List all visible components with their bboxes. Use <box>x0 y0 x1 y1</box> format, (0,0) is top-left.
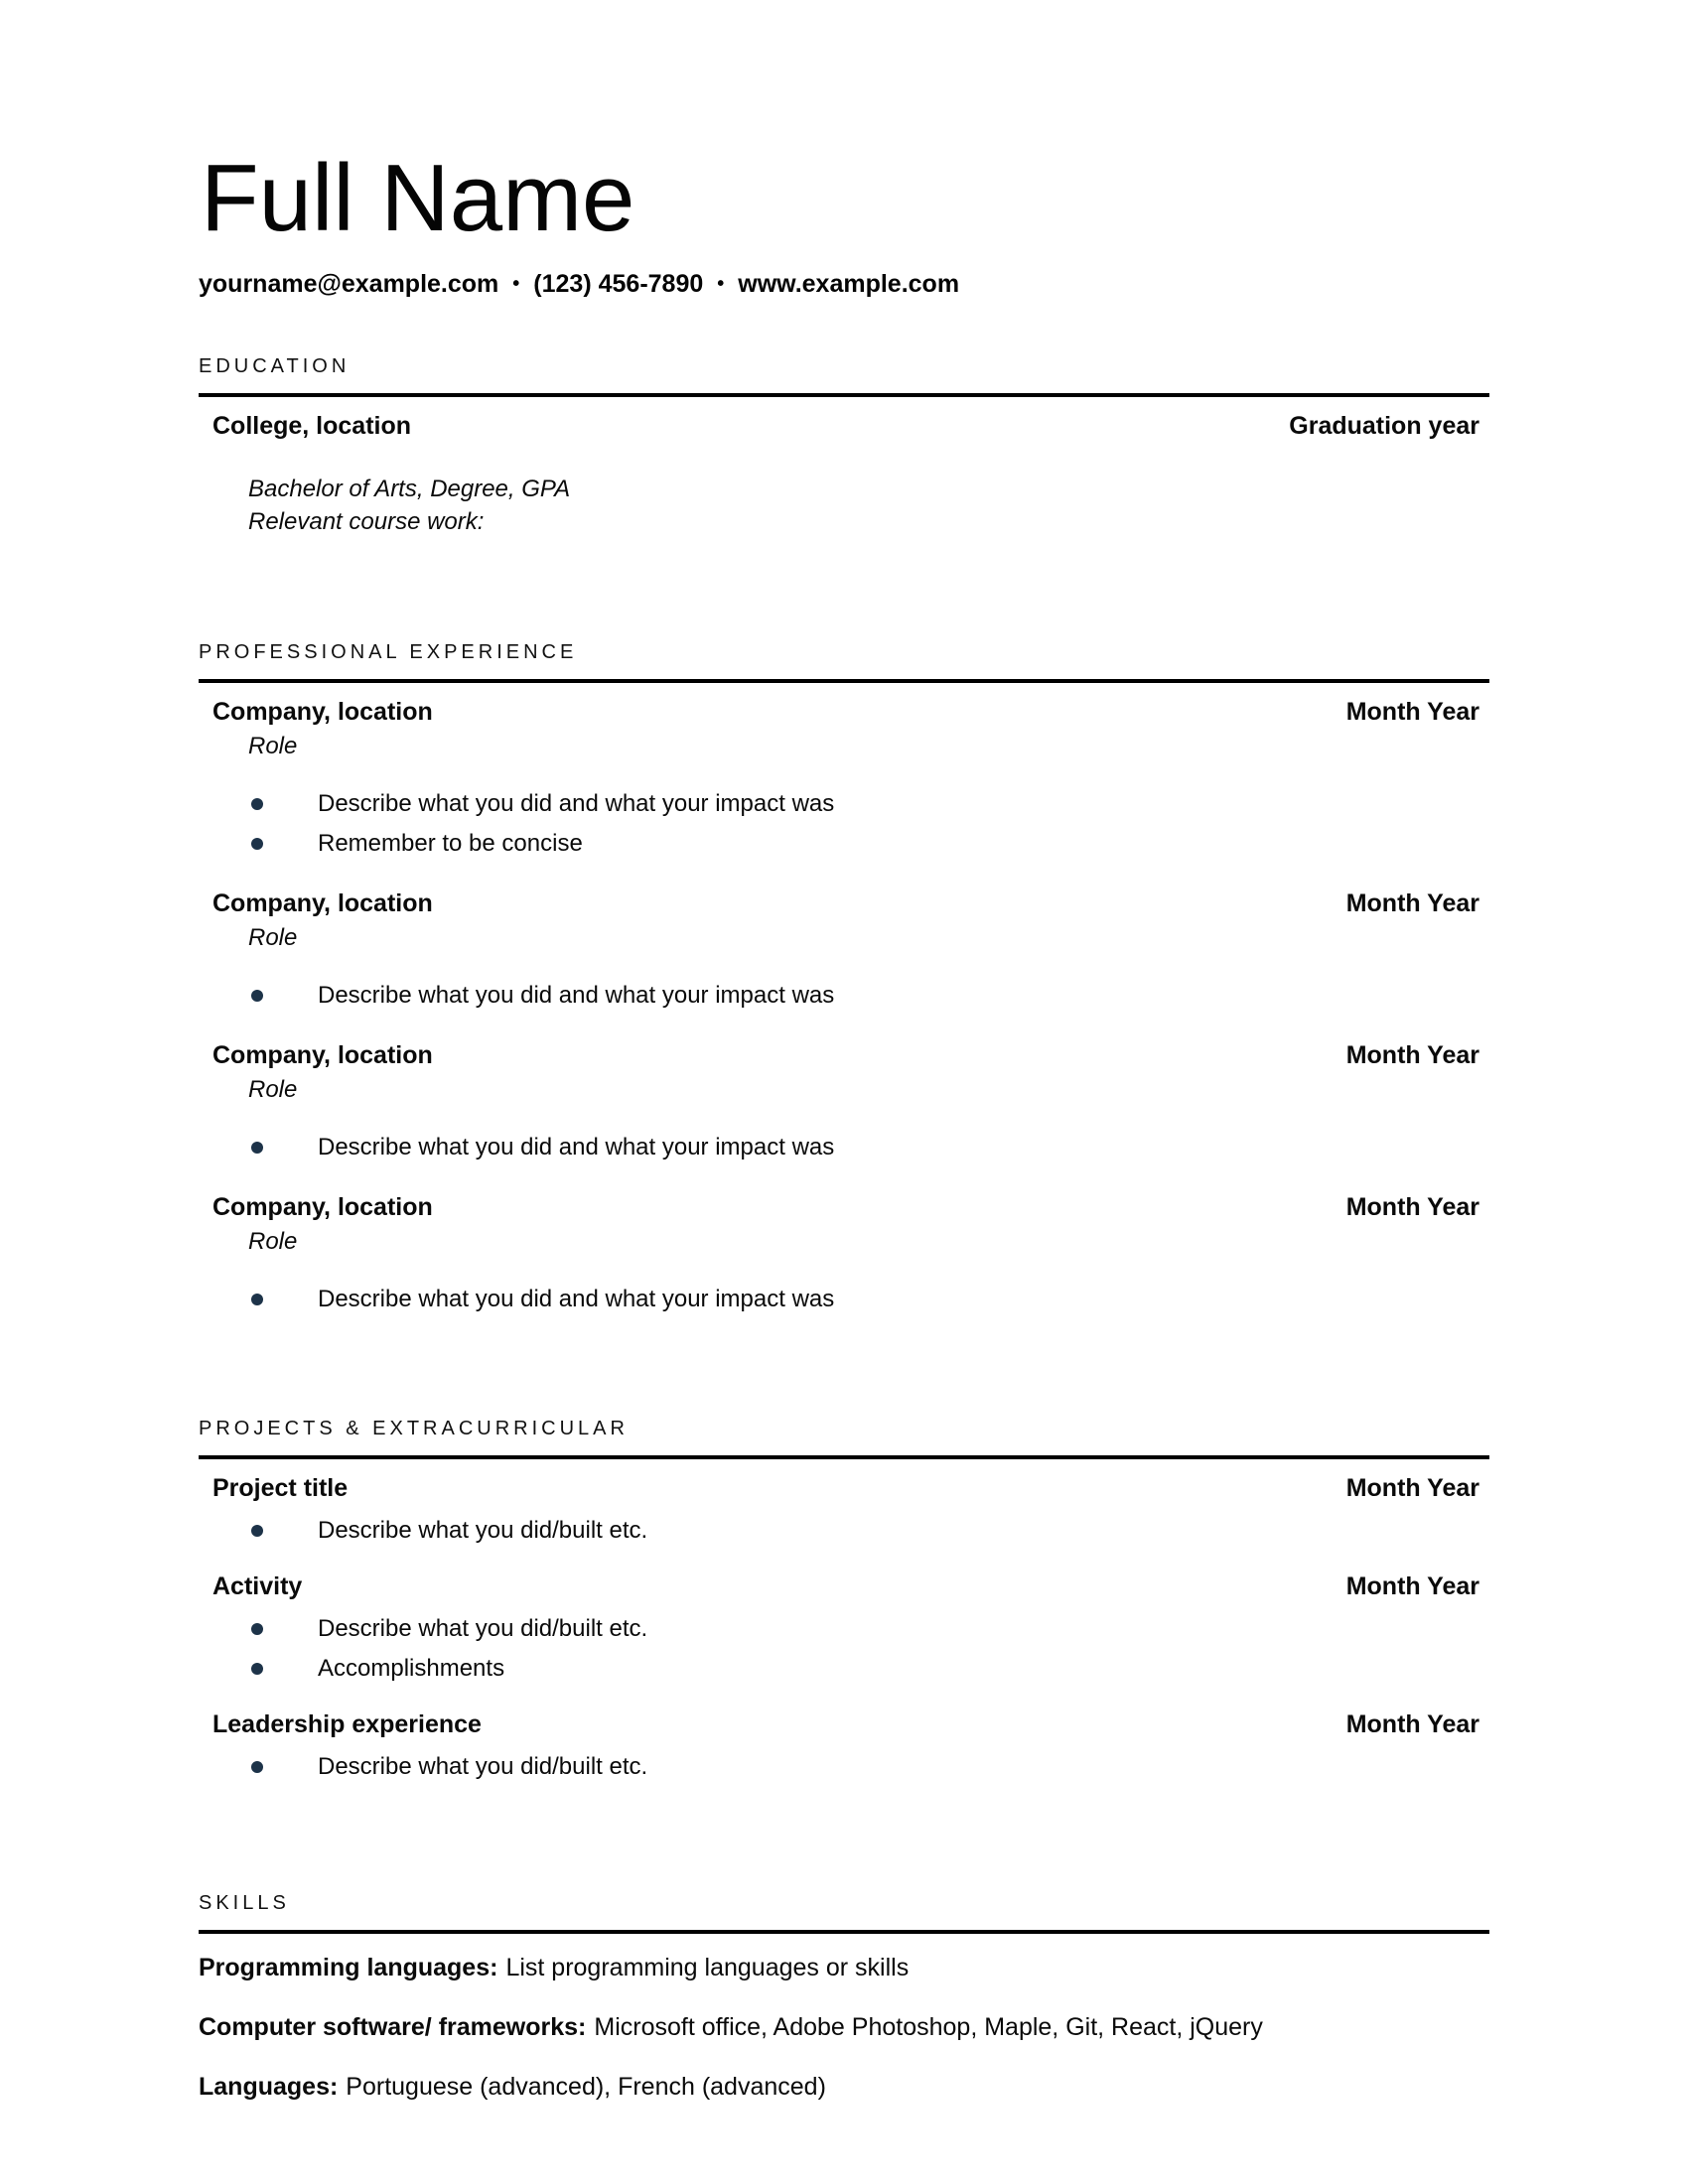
bullet-icon <box>251 838 263 850</box>
bullet-icon <box>251 1663 263 1675</box>
bullet-text: Describe what you did/built etc. <box>318 1615 648 1642</box>
projects-heading: PROJECTS & EXTRACURRICULAR <box>199 1418 629 1439</box>
project-entry-header <box>199 1571 1489 1601</box>
bullet-icon <box>251 1294 263 1305</box>
project-bullet-list <box>199 1752 1489 1782</box>
skill-label: Programming languages: <box>199 1954 498 1981</box>
project-date: Month Year <box>1345 1572 1479 1600</box>
experience-company: Company, location <box>212 1193 433 1221</box>
contact-email: yourname@example.com <box>199 270 499 298</box>
bullet-icon <box>251 798 263 810</box>
project-entry-header <box>199 1473 1489 1503</box>
education-entry-date: Graduation year <box>1289 412 1479 440</box>
skill-row <box>199 1953 1489 1982</box>
experience-entry-header <box>199 1040 1489 1070</box>
experience-date: Month Year <box>1345 698 1479 726</box>
bullet-text: Describe what you did and what your impact was <box>318 1134 835 1160</box>
bullet-icon <box>251 990 263 1002</box>
project-date: Month Year <box>1345 1474 1479 1502</box>
bullet-text: Describe what you did and what your impact was <box>318 1286 835 1312</box>
contact-line <box>199 269 1489 299</box>
list-item <box>199 1752 1489 1782</box>
experience-bullet-list <box>199 1285 1489 1314</box>
bullet-text: Remember to be concise <box>318 830 583 857</box>
project-entry <box>199 1709 1489 1782</box>
project-entry <box>199 1571 1489 1684</box>
contact-phone: (123) 456-7890 <box>533 270 704 298</box>
experience-entry-header <box>199 697 1489 727</box>
skill-value: List programming languages or skills <box>505 1954 910 1981</box>
experience-company: Company, location <box>212 698 433 726</box>
full-name-title: Full Name <box>201 145 635 251</box>
experience-entry <box>199 1040 1489 1162</box>
contact-website: www.example.com <box>738 270 960 298</box>
project-title: Project title <box>212 1474 349 1502</box>
experience-role: Role <box>248 924 298 951</box>
bullet-text: Describe what you did and what your impact was <box>318 982 835 1009</box>
experience-heading: PROFESSIONAL EXPERIENCE <box>199 641 578 663</box>
project-bullet-list <box>199 1516 1489 1546</box>
list-item <box>199 1285 1489 1314</box>
education-entry-title: College, location <box>212 412 412 440</box>
bullet-icon <box>251 1142 263 1154</box>
experience-bullet-list <box>199 981 1489 1011</box>
project-entry-header <box>199 1709 1489 1739</box>
experience-date: Month Year <box>1345 1193 1479 1221</box>
list-item <box>199 829 1489 859</box>
bullet-text: Accomplishments <box>318 1655 505 1682</box>
skill-label: Languages: <box>199 2073 339 2101</box>
experience-entry <box>199 697 1489 859</box>
list-item <box>199 1654 1489 1684</box>
section-education <box>199 351 1489 538</box>
experience-date: Month Year <box>1345 889 1479 917</box>
skills-heading: SKILLS <box>199 1892 290 1914</box>
skill-value: Microsoft office, Adobe Photoshop, Maple, Git, React, jQuery <box>594 2013 1263 2041</box>
skill-row <box>199 2012 1489 2042</box>
section-divider <box>199 1455 1489 1459</box>
experience-company: Company, location <box>212 889 433 917</box>
bullet-text: Describe what you did/built etc. <box>318 1517 648 1544</box>
list-item <box>199 1614 1489 1644</box>
project-bullet-list <box>199 1614 1489 1684</box>
experience-entry <box>199 888 1489 1011</box>
experience-company: Company, location <box>212 1041 433 1069</box>
skill-value: Portuguese (advanced), French (advanced) <box>346 2073 826 2101</box>
education-entry-header <box>199 411 1489 441</box>
list-item <box>199 1516 1489 1546</box>
list-item <box>199 789 1489 819</box>
skill-row <box>199 2072 1489 2102</box>
section-divider <box>199 1930 1489 1934</box>
experience-entry-header <box>199 1192 1489 1222</box>
project-entry <box>199 1473 1489 1546</box>
list-item <box>199 981 1489 1011</box>
experience-entry <box>199 1192 1489 1314</box>
experience-date: Month Year <box>1345 1041 1479 1069</box>
skill-label: Computer software/ frameworks: <box>199 2013 587 2041</box>
education-degree-line: Bachelor of Arts, Degree, GPA <box>248 476 571 502</box>
bullet-icon <box>251 1525 263 1537</box>
education-heading: EDUCATION <box>199 355 351 377</box>
education-entry <box>199 411 1489 538</box>
experience-entry-header <box>199 888 1489 918</box>
experience-role: Role <box>248 1076 298 1103</box>
section-projects <box>199 1414 1489 1782</box>
section-skills <box>199 1888 1489 2102</box>
experience-bullet-list <box>199 789 1489 859</box>
experience-role: Role <box>248 1228 298 1255</box>
section-experience <box>199 637 1489 1314</box>
bullet-icon <box>251 1623 263 1635</box>
project-title: Leadership experience <box>212 1710 482 1738</box>
contact-separator-icon: • <box>717 273 725 295</box>
project-date: Month Year <box>1345 1710 1479 1738</box>
education-entry-details <box>248 473 1489 538</box>
bullet-text: Describe what you did and what your impact was <box>318 790 835 817</box>
experience-bullet-list <box>199 1133 1489 1162</box>
education-coursework-line: Relevant course work: <box>248 508 485 535</box>
bullet-icon <box>251 1761 263 1773</box>
project-title: Activity <box>212 1572 303 1600</box>
bullet-text: Describe what you did/built etc. <box>318 1753 648 1780</box>
list-item <box>199 1133 1489 1162</box>
contact-separator-icon: • <box>512 273 520 295</box>
section-divider <box>199 393 1489 397</box>
section-divider <box>199 679 1489 683</box>
experience-role: Role <box>248 733 298 759</box>
